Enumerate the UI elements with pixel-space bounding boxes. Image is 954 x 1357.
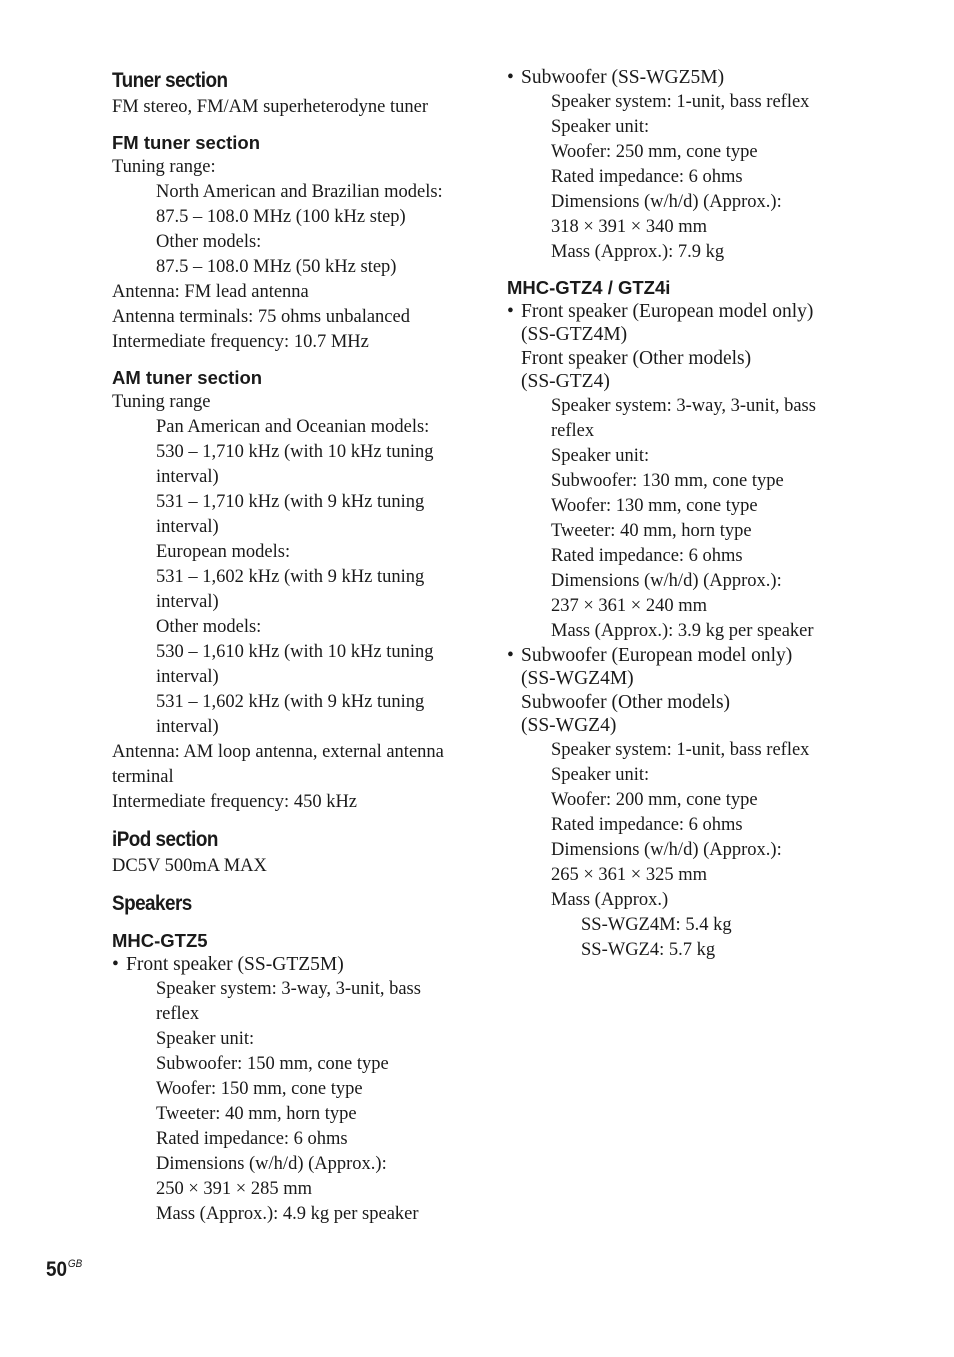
gtz4-subwoofer-mass-list xyxy=(507,913,847,963)
am-antenna-cont: terminal xyxy=(112,767,174,787)
spec-line: Speaker unit: xyxy=(551,116,650,137)
gtz4-front-speaker-other: Front speaker (Other models) xyxy=(521,347,752,369)
spec-line: Speaker unit: xyxy=(551,445,650,466)
spec-line: Mass (Approx.) xyxy=(551,889,669,910)
bullet-icon: • xyxy=(507,67,514,88)
mass-line: SS-WGZ4M: 5.4 kg xyxy=(581,914,732,935)
bullet-icon: • xyxy=(507,644,514,666)
page-number-value: 50 xyxy=(46,1258,68,1281)
fm-na-range: 87.5 – 108.0 MHz (100 kHz step) xyxy=(156,207,406,227)
gtz4-subwoofer-specs xyxy=(507,738,847,913)
spec-line: Dimensions (w/h/d) (Approx.): xyxy=(551,839,782,860)
fm-other-models: Other models: xyxy=(156,232,262,252)
am-eu-range-cont: interval) xyxy=(156,592,219,612)
spec-line: Dimensions (w/h/d) (Approx.): xyxy=(551,570,782,591)
gtz5-front-speaker-label: Front speaker (SS-GTZ5M) xyxy=(126,954,344,975)
spec-line: Rated impedance: 6 ohms xyxy=(551,166,743,187)
am-other-range-2: 531 – 1,602 kHz (with 9 kHz tuning xyxy=(156,692,425,712)
spec-line: Tweeter: 40 mm, horn type xyxy=(156,1103,357,1124)
spec-line: 237 × 361 × 240 mm xyxy=(551,595,708,616)
spec-line: Woofer: 130 mm, cone type xyxy=(551,495,758,516)
gtz4-front-speaker-model-other: (SS-GTZ4) xyxy=(521,371,610,392)
am-eu-range: 531 – 1,602 kHz (with 9 kHz tuning xyxy=(156,567,425,587)
gtz4-front-speaker-specs xyxy=(507,394,847,644)
am-pan-range-1: 530 – 1,710 kHz (with 10 kHz tuning xyxy=(156,442,434,462)
am-intermediate-frequency: Intermediate frequency: 450 kHz xyxy=(112,792,358,812)
gtz4-heading: MHC-GTZ4 / GTZ4i xyxy=(507,276,671,298)
gtz4-front-speaker-label: Front speaker (European model only) xyxy=(521,300,814,322)
right-column xyxy=(507,66,847,963)
spec-line: Rated impedance: 6 ohms xyxy=(156,1128,348,1149)
am-pan-range-2: 531 – 1,710 kHz (with 9 kHz tuning xyxy=(156,492,425,512)
bullet-icon: • xyxy=(112,954,119,975)
gtz5-subwoofer-label: Subwoofer (SS-WGZ5M) xyxy=(521,67,725,88)
page-number xyxy=(46,1250,82,1284)
fm-tuning-range-label: Tuning range: xyxy=(112,157,216,177)
spec-line: Tweeter: 40 mm, horn type xyxy=(551,520,752,541)
spec-line: Woofer: 200 mm, cone type xyxy=(551,789,758,810)
am-eu-models: European models: xyxy=(156,542,291,562)
am-antenna: Antenna: AM loop antenna, external antenna xyxy=(112,742,444,762)
gtz4-front-speaker-model-eu: (SS-GTZ4M) xyxy=(521,324,628,345)
gtz5-subwoofer-specs xyxy=(507,90,847,265)
gtz5-front-speaker-specs xyxy=(112,977,482,1227)
gtz4-subwoofer-label: Subwoofer (European model only) xyxy=(521,644,793,666)
am-pan-range-2-cont: interval) xyxy=(156,517,219,537)
am-tuner-heading: AM tuner section xyxy=(112,367,263,388)
gtz5-front-speaker-title xyxy=(112,953,482,977)
spec-line: 265 × 361 × 325 mm xyxy=(551,864,708,885)
left-column xyxy=(112,66,482,1227)
spec-line: Speaker system: 3-way, 3-unit, bass xyxy=(156,978,421,999)
spec-line: Speaker system: 3-way, 3-unit, bass xyxy=(551,395,816,416)
spec-line: Speaker unit: xyxy=(551,764,650,785)
speakers-heading: Speakers xyxy=(112,892,192,915)
am-other-models: Other models: xyxy=(156,617,262,637)
spec-line: Speaker unit: xyxy=(156,1028,255,1049)
page-number-suffix: GB xyxy=(67,1258,83,1270)
am-tuning-range-label: Tuning range xyxy=(112,392,211,412)
fm-antenna: Antenna: FM lead antenna xyxy=(112,282,309,302)
spec-line: Dimensions (w/h/d) (Approx.): xyxy=(156,1153,387,1174)
gtz4-front-speaker-title xyxy=(507,300,847,324)
gtz4-subwoofer-title xyxy=(507,644,847,668)
spec-line: Woofer: 250 mm, cone type xyxy=(551,141,758,162)
fm-intermediate-frequency: Intermediate frequency: 10.7 MHz xyxy=(112,332,369,352)
fm-na-models: North American and Brazilian models: xyxy=(156,182,443,202)
spec-line: Mass (Approx.): 3.9 kg per speaker xyxy=(551,620,814,641)
tuner-section-heading: Tuner section xyxy=(112,69,228,92)
spec-line: 250 × 391 × 285 mm xyxy=(156,1178,313,1199)
spec-line: Subwoofer: 150 mm, cone type xyxy=(156,1053,389,1074)
spec-line: reflex xyxy=(551,420,595,441)
ipod-spec: DC5V 500mA MAX xyxy=(112,856,267,876)
spec-line: Mass (Approx.): 4.9 kg per speaker xyxy=(156,1203,419,1224)
spec-line: Speaker system: 1-unit, bass reflex xyxy=(551,91,810,112)
spec-line: Mass (Approx.): 7.9 kg xyxy=(551,241,725,262)
spec-line: reflex xyxy=(156,1003,200,1024)
am-other-range-1: 530 – 1,610 kHz (with 10 kHz tuning xyxy=(156,642,434,662)
spec-line: 318 × 391 × 340 mm xyxy=(551,216,708,237)
spec-line: Rated impedance: 6 ohms xyxy=(551,545,743,566)
gtz5-subwoofer-title xyxy=(507,66,847,90)
spec-line: Speaker system: 1-unit, bass reflex xyxy=(551,739,810,760)
am-pan-range-1-cont: interval) xyxy=(156,467,219,487)
mass-line: SS-WGZ4: 5.7 kg xyxy=(581,939,716,960)
spec-line: Subwoofer: 130 mm, cone type xyxy=(551,470,784,491)
gtz4-subwoofer-other: Subwoofer (Other models) xyxy=(521,691,731,713)
spec-line: Woofer: 150 mm, cone type xyxy=(156,1078,363,1099)
gtz4-subwoofer-model-eu: (SS-WGZ4M) xyxy=(521,668,634,689)
spec-line: Rated impedance: 6 ohms xyxy=(551,814,743,835)
fm-tuner-heading: FM tuner section xyxy=(112,132,261,153)
ipod-section-heading: iPod section xyxy=(112,828,218,851)
gtz5-heading: MHC-GTZ5 xyxy=(112,930,208,951)
gtz4-subwoofer-model-other: (SS-WGZ4) xyxy=(521,715,617,736)
fm-other-range: 87.5 – 108.0 MHz (50 kHz step) xyxy=(156,257,397,277)
am-other-range-1-cont: interval) xyxy=(156,667,219,687)
spec-line: Dimensions (w/h/d) (Approx.): xyxy=(551,191,782,212)
bullet-icon: • xyxy=(507,300,514,322)
tuner-type: FM stereo, FM/AM superheterodyne tuner xyxy=(112,97,428,117)
fm-antenna-terminals: Antenna terminals: 75 ohms unbalanced xyxy=(112,307,410,327)
am-other-range-2-cont: interval) xyxy=(156,717,219,737)
am-pan-models: Pan American and Oceanian models: xyxy=(156,417,430,437)
